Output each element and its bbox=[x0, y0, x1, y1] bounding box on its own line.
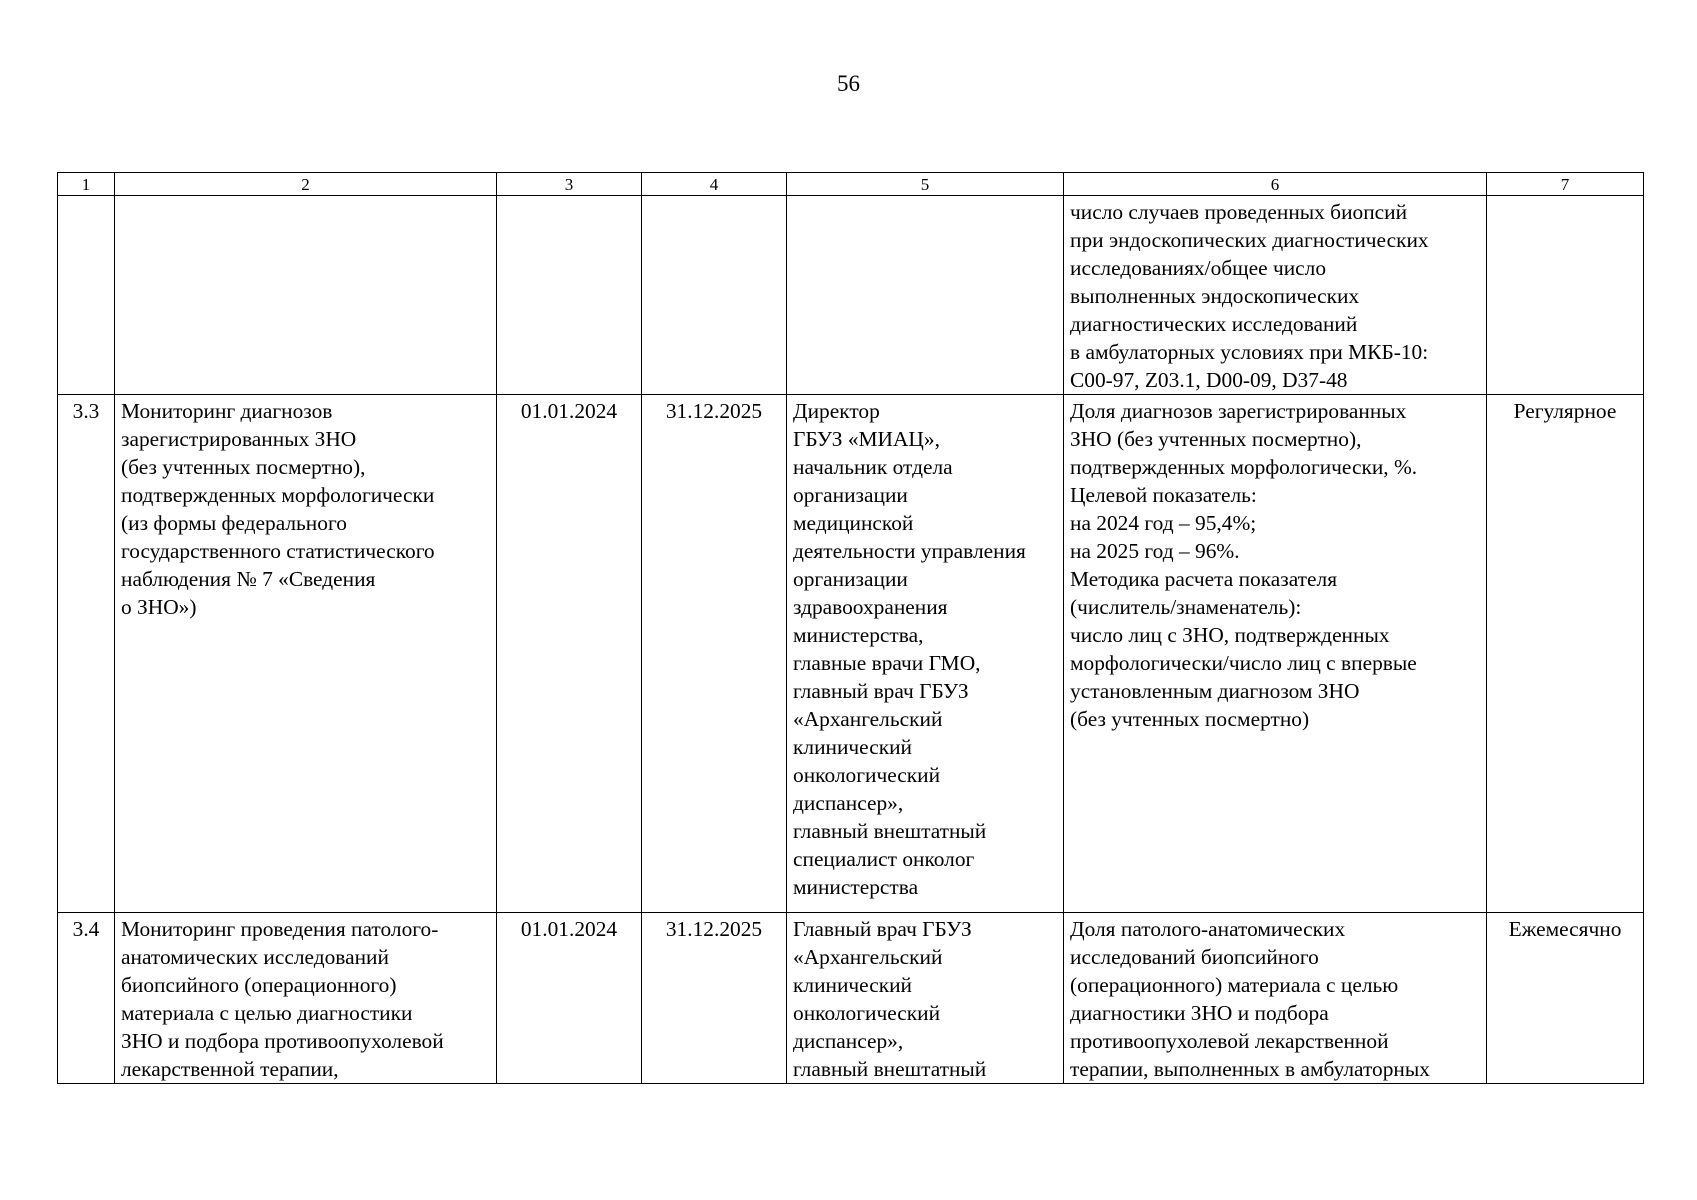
start-date-cell bbox=[497, 196, 642, 395]
indicator-cell: Доля патолого-анатомических исследований биопсийного (операционного) материала с целью диагностики ЗНО и подбора противоопухолевой лекарственной терапии, выполненных в амбулаторных bbox=[1064, 913, 1487, 1084]
column-header: 3 bbox=[497, 173, 642, 196]
table-row bbox=[58, 913, 1644, 1084]
column-header: 7 bbox=[1487, 173, 1644, 196]
column-header: 2 bbox=[115, 173, 497, 196]
responsible-cell: Главный врач ГБУЗ «Архангельский клинический онкологический диспансер», главный внештатный bbox=[787, 913, 1064, 1084]
column-header: 6 bbox=[1064, 173, 1487, 196]
responsible-cell: Директор ГБУЗ «МИАЦ», начальник отдела организации медицинской деятельности управления организации здравоохранения министерства, главные врачи ГМО, главный врач ГБУЗ «Архангельский клинический онкологический диспансер», главный внештатный специалист онколог министерства bbox=[787, 395, 1064, 913]
frequency-cell: Регулярное bbox=[1487, 395, 1644, 913]
activity-cell bbox=[115, 196, 497, 395]
row-number: 3.4 bbox=[58, 913, 115, 1084]
table-row bbox=[58, 196, 1644, 395]
indicator-cell: Доля диагнозов зарегистрированных ЗНО (без учтенных посмертно), подтвержденных морфологически, %. Целевой показатель: на 2024 год – 95,4%; на 2025 год – 96%. Методика расчета показателя (числитель/знаменатель): число лиц с ЗНО, подтвержденных морфологически/число лиц с впервые установленным диагнозом ЗНО (без учтенных посмертно) bbox=[1064, 395, 1487, 913]
activity-cell: Мониторинг проведения патолого- анатомических исследований биопсийного (операционного) материала с целью диагностики ЗНО и подбора противоопухолевой лекарственной терапии, bbox=[115, 913, 497, 1084]
header-row bbox=[58, 173, 1644, 196]
end-date-cell: 31.12.2025 bbox=[642, 395, 787, 913]
plan-table bbox=[57, 172, 1644, 1084]
column-header: 1 bbox=[58, 173, 115, 196]
end-date-cell bbox=[642, 196, 787, 395]
start-date-cell: 01.01.2024 bbox=[497, 913, 642, 1084]
column-header: 5 bbox=[787, 173, 1064, 196]
column-header: 4 bbox=[642, 173, 787, 196]
table-row bbox=[58, 395, 1644, 913]
responsible-cell bbox=[787, 196, 1064, 395]
frequency-cell: Ежемесячно bbox=[1487, 913, 1644, 1084]
end-date-cell: 31.12.2025 bbox=[642, 913, 787, 1084]
row-number: 3.3 bbox=[58, 395, 115, 913]
start-date-cell: 01.01.2024 bbox=[497, 395, 642, 913]
activity-cell: Мониторинг диагнозов зарегистрированных ЗНО (без учтенных посмертно), подтвержденных морфологически (из формы федерального государственного статистического наблюдения № 7 «Сведения о ЗНО») bbox=[115, 395, 497, 913]
row-number bbox=[58, 196, 115, 395]
indicator-cell: число случаев проведенных биопсий при эндоскопических диагностических исследованиях/общее число выполненных эндоскопических диагностических исследований в амбулаторных условиях при МКБ-10: С00-97, Z03.1, D00-09, D37-48 bbox=[1064, 196, 1487, 395]
frequency-cell bbox=[1487, 196, 1644, 395]
page-number: 56 bbox=[837, 71, 860, 96]
